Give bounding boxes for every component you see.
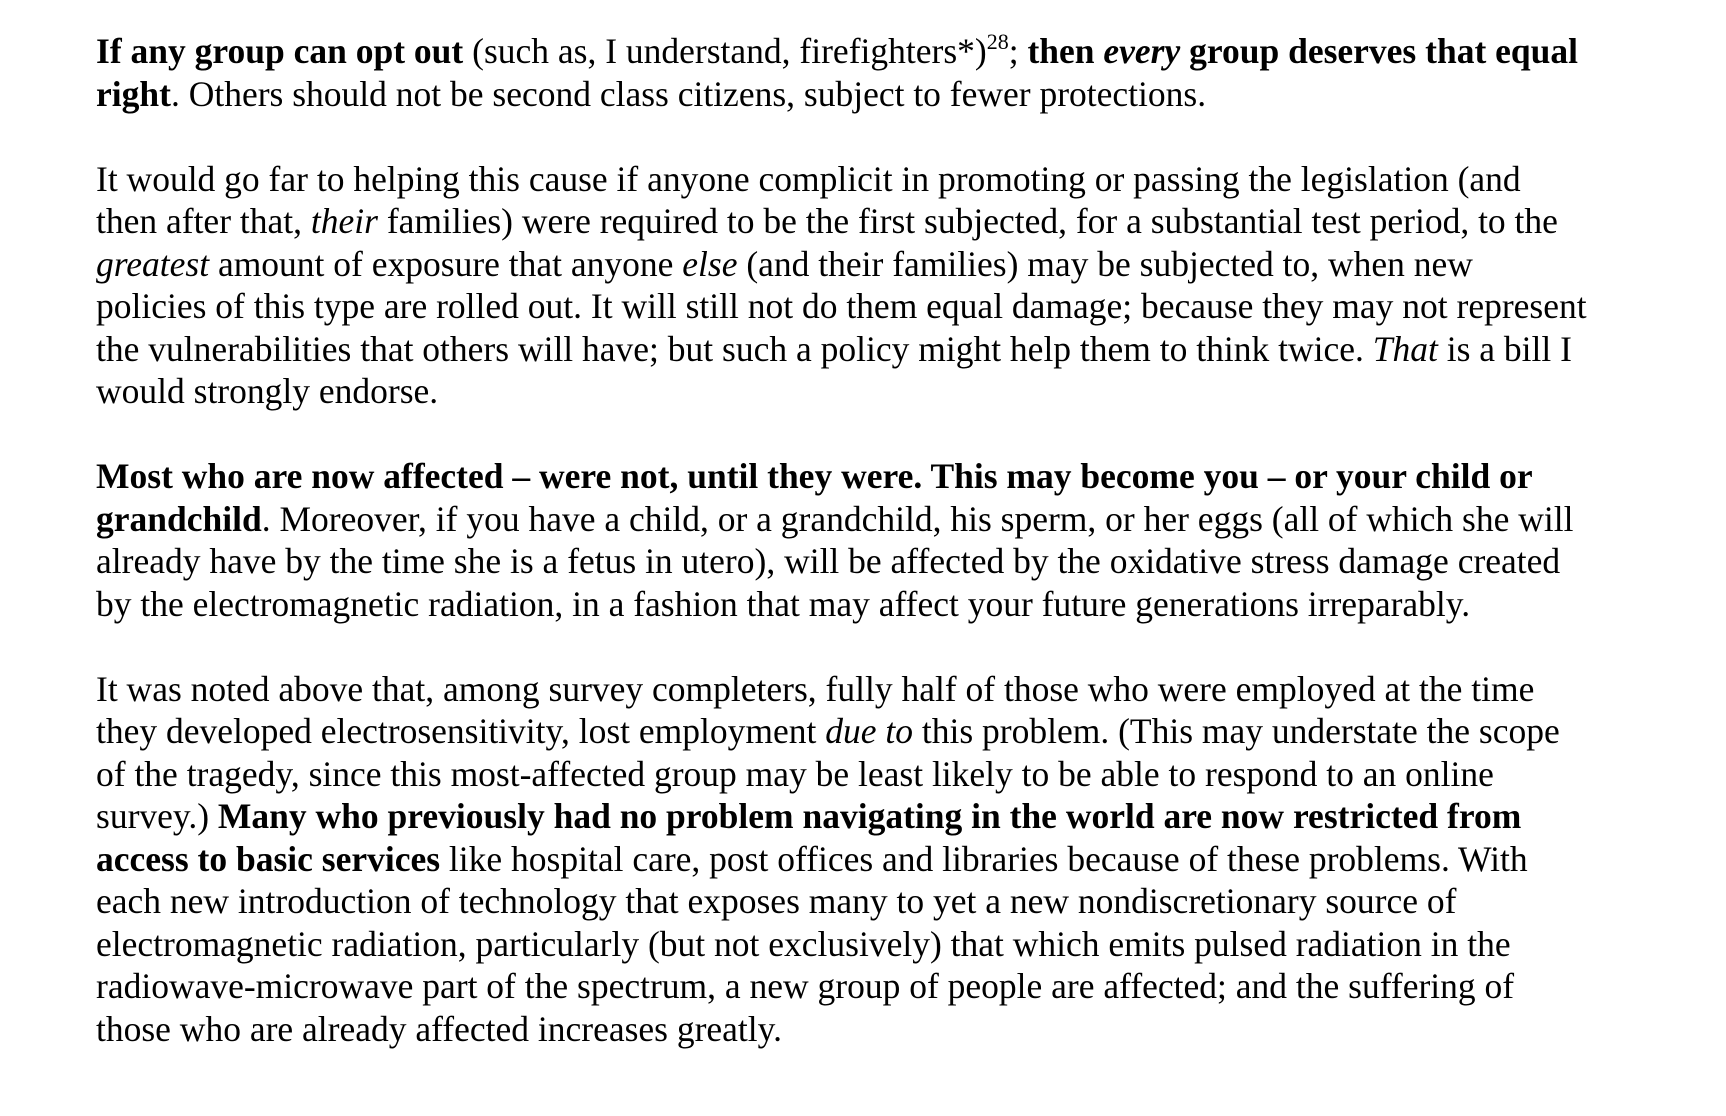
paragraph-4-line-7: electromagnetic radiation, particularly (but not exclusively) that which emits pulsed radiation in the (96, 923, 1511, 964)
paragraph-4-line-3: of the tragedy, since this most-affected group may be least likely to be able to respond to an online (96, 753, 1494, 794)
text-run: (and their families) may be subjected to, when new (737, 243, 1473, 284)
text-run: ; (1008, 31, 1028, 71)
bold-text: If any group can opt out (96, 31, 464, 71)
text-run: families) were required to be the first subjected, for a substantial test period, to the (377, 201, 1558, 241)
paragraph-2 (96, 158, 1656, 413)
text-run: like hospital care, post offices and libraries because of these problems. With (440, 838, 1528, 879)
bold-italic-text: every (1103, 31, 1181, 71)
text-run: they developed electrosensitivity, lost employment (96, 711, 826, 751)
paragraph-3-line-1 (96, 455, 1656, 498)
text-run: . Others should not be second class citizens, subject to fewer protections. (170, 73, 1207, 114)
italic-text: That (1372, 328, 1438, 369)
paragraph-1-line-2 (96, 73, 1656, 116)
text-run: . Moreover, if you have a child, or a grandchild, his sperm, or her eggs (all of which she will (261, 498, 1574, 539)
bold-text: right (96, 73, 171, 114)
bold-text-run: group deserves that equal (1180, 31, 1578, 71)
paragraph-4-line-5 (96, 838, 1656, 881)
bold-text: Most who are now affected – were not, until they were. This may become you – or your child or (96, 456, 1533, 496)
bold-text: grandchild (96, 498, 262, 539)
italic-text: their (310, 201, 378, 241)
paragraph-4-line-9: those who are already affected increases greatly. (96, 1008, 782, 1049)
paragraph-2-line-1: It would go far to helping this cause if anyone complicit in promoting or passing the legislation (and (96, 158, 1521, 199)
paragraph-1 (96, 30, 1656, 115)
paragraph-4-line-1: It was noted above that, among survey completers, fully half of those who were employed at the time (96, 668, 1535, 709)
bold-text: access to basic services (96, 838, 441, 879)
italic-text: due to (825, 711, 913, 751)
text-run: the vulnerabilities that others will have; but such a policy might help them to think twice. (96, 328, 1373, 369)
text-run: this problem. (This may understate the scope (912, 711, 1560, 751)
paragraph-4-line-4 (96, 795, 1656, 838)
paragraph-3-line-4: by the electromagnetic radiation, in a fashion that may affect your future generations irreparably. (96, 583, 1471, 624)
text-run: survey.) (96, 796, 218, 836)
paragraph-4-line-2 (96, 710, 1656, 753)
paragraph-3 (96, 455, 1656, 625)
paragraph-2-line-3 (96, 243, 1656, 286)
paragraph-3-line-3: already have by the time she is a fetus in utero), will be affected by the oxidative stress damage created (96, 541, 1561, 581)
footnote-reference: 28 (986, 29, 1009, 54)
bold-text: Many who previously had no problem navigating in the world are now restricted from (217, 796, 1522, 836)
text-run: amount of exposure that anyone (209, 243, 683, 284)
paragraph-2-line-5 (96, 328, 1656, 371)
paragraph-2-line-6: would strongly endorse. (96, 371, 439, 411)
text-run: (such as, I understand, firefighters*) (463, 31, 987, 71)
document-page (96, 30, 1656, 1093)
bold-text-run: then (1027, 31, 1104, 71)
text-run: then after that, (96, 201, 311, 241)
paragraph-4 (96, 668, 1656, 1051)
paragraph-1-line-1 (96, 30, 1656, 73)
italic-text: else (682, 243, 738, 284)
paragraph-2-line-4: policies of this type are rolled out. It will still not do them equal damage; because they may not represent (96, 286, 1587, 326)
paragraph-4-line-6: each new introduction of technology that exposes many to yet a new nondiscretionary source of (96, 881, 1457, 921)
paragraph-2-line-2 (96, 200, 1656, 243)
paragraph-3-line-2 (96, 498, 1656, 541)
bold-text (1027, 31, 1578, 71)
italic-text: greatest (96, 243, 210, 284)
text-run: is a bill I (1437, 328, 1572, 369)
paragraph-4-line-8: radiowave-microwave part of the spectrum, a new group of people are affected; and the suffering of (96, 966, 1515, 1006)
